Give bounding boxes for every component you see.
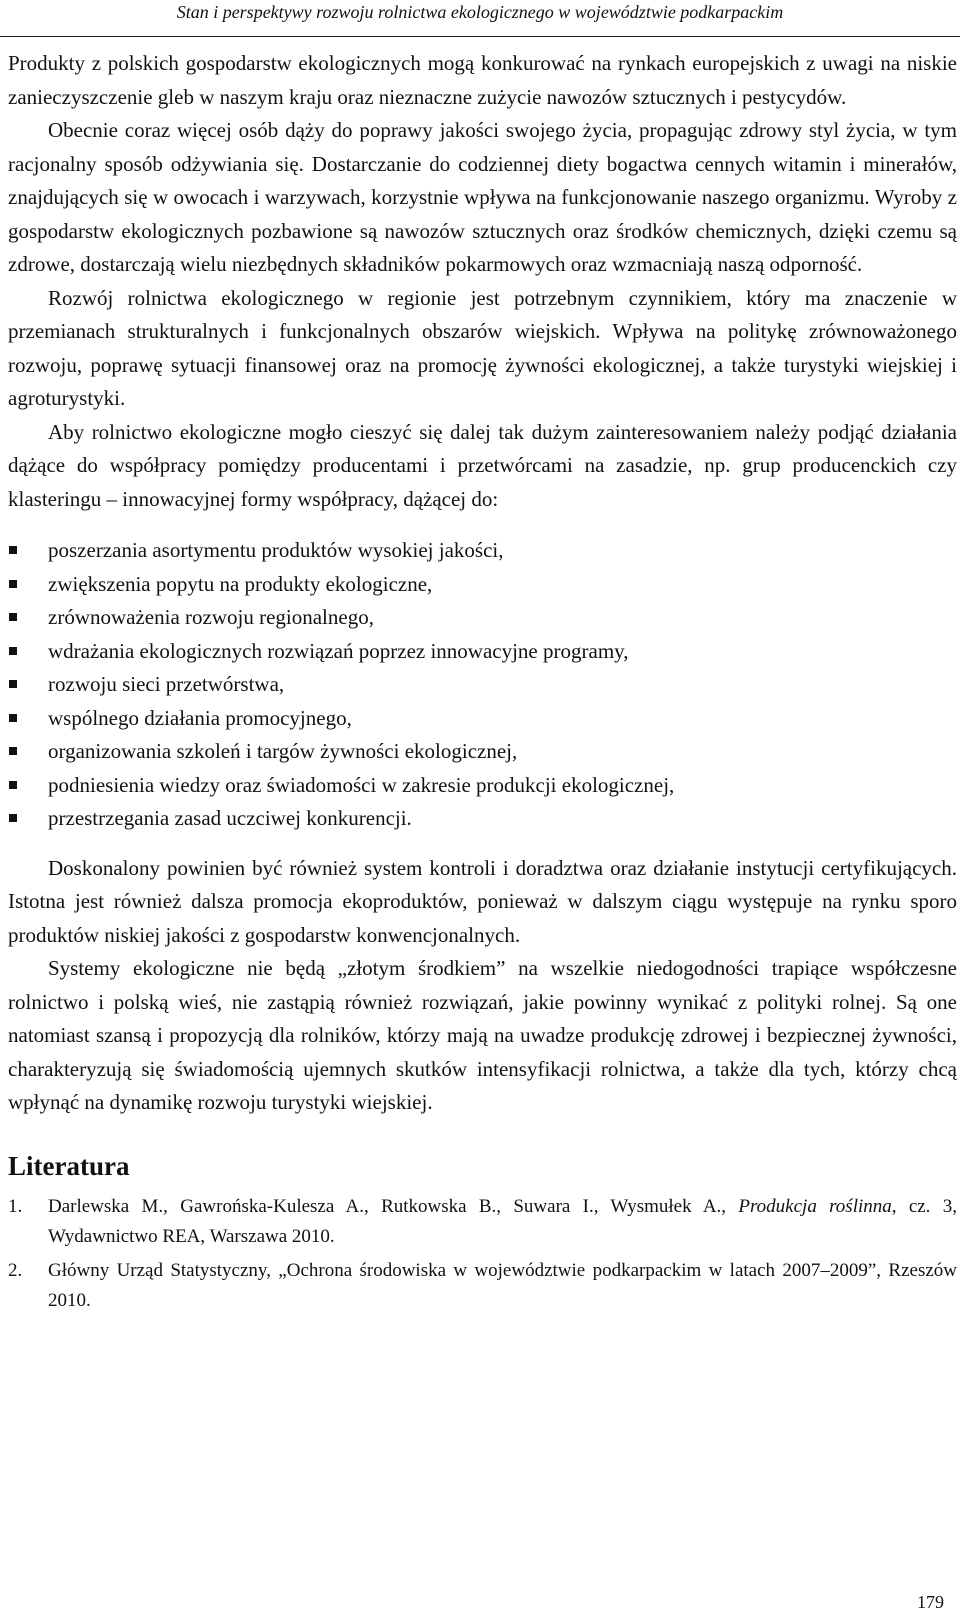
reference-title: Produkcja roślinna: [738, 1195, 892, 1217]
reference-details: , cz. 3, Wydawnictwo REA, Warszawa 2010.: [48, 1195, 957, 1247]
square-bullet-icon: [9, 747, 17, 755]
list-item: organizowania szkoleń i targów żywności ekologicznej,: [8, 735, 957, 769]
square-bullet-icon: [9, 546, 17, 554]
reference-item: [8, 1256, 957, 1316]
paragraph-3: Rozwój rolnictwa ekologicznego w regionie jest potrzebnym czynnikiem, który ma znaczenie w przemianach strukturalnych i funkcjonalnych obszarów wiejskich. Wpływa na politykę zrównoważonego rozwoju, poprawę sytuacji finansowej oraz na promocję żywności ekologicznej, a także turystyki wiejskiej i agroturystyki.: [8, 285, 957, 410]
paragraph-6: Systemy ekologiczne nie będą „złotym środkiem” na wszelkie niedogodności trapiące współczesne rolnictwo i polską wieś, nie zastąpią również rozwiązań, jakie powinny wynikać z polityki rolnej. Są one natomiast szansą i propozycją dla rolników, którzy mają na uwadze produkcję zdrowej i bezpiecznej żywności, charakteryzują się świadomością ujemnych skutków intensyfikacji rolnictwa, a także dla tych, którzy chcą wpłynąć na dynamikę rozwoju turystyki wiejskiej.: [8, 956, 957, 1114]
paragraph-1: Produkty z polskich gospodarstw ekologicznych mogą konkurować na rynkach europejskich z uwagi na niskie zanieczyszczenie gleb w naszym kraju oraz nieznaczne zużycie nawozów sztucznych i pestycydów.: [8, 51, 957, 109]
page-number: 179: [917, 1592, 944, 1612]
square-bullet-icon: [9, 613, 17, 621]
square-bullet-icon: [9, 781, 17, 789]
list-item: wspólnego działania promocyjnego,: [8, 702, 957, 736]
reference-number: 1.: [8, 1195, 23, 1217]
list-item: wdrażania ekologicznych rozwiązań poprzez innowacyjne programy,: [8, 635, 957, 669]
square-bullet-icon: [9, 580, 17, 588]
square-bullet-icon: [9, 647, 17, 655]
goals-list: [8, 534, 957, 836]
paragraph-4: Aby rolnictwo ekologiczne mogło cieszyć się dalej tak dużym zainteresowaniem należy podjąć działania dążące do współpracy pomiędzy producentami i przetwórcami na zasadzie, np. grup producenckich czy klasteringu – innowacyjnej formy współpracy, dążącej do:: [8, 419, 957, 511]
list-item: zrównoważenia rozwoju regionalnego,: [8, 601, 957, 635]
reference-authors: Darlewska M., Gawrońska-Kulesza A., Rutkowska B., Suwara I., Wysmułek A.,: [48, 1195, 727, 1217]
square-bullet-icon: [9, 680, 17, 688]
square-bullet-icon: [9, 814, 17, 822]
section-title-literature: Literatura: [8, 1150, 130, 1181]
list-item: zwiększenia popytu na produkty ekologiczne,: [8, 568, 957, 602]
paragraph-2: Obecnie coraz więcej osób dąży do poprawy jakości swojego życia, propagując zdrowy styl życia, w tym racjonalny sposób odżywiania się. Dostarczanie do codziennej diety bogactwa cennych witamin i minerałów, znajdujących się w owocach i warzywach, korzystnie wpływa na funkcjonowanie naszego organizmu. Wyroby z gospodarstw ekologicznych pozbawione są nawozów sztucznych oraz środków chemicznych, dzięki czemu są zdrowe, dostarczają wielu niezbędnych składników pokarmowych oraz wzmacniają naszą odporność.: [8, 118, 957, 276]
square-bullet-icon: [9, 714, 17, 722]
running-header: Stan i perspektywy rozwoju rolnictwa ekologicznego w województwie podkarpackim: [0, 0, 960, 37]
paragraph-5: Doskonalony powinien być również system kontroli i doradztwa oraz działanie instytucji certyfikujących. Istotna jest również dalsza promocja ekoproduktów, ponieważ w dalszym ciągu występuje na rynku sporo produktów niskiej jakości z gospodarstw konwencjonalnych.: [8, 855, 957, 947]
list-item: podniesienia wiedzy oraz świadomości w zakresie produkcji ekologicznej,: [8, 769, 957, 803]
reference-item: [8, 1192, 957, 1252]
references-list: [8, 1192, 957, 1316]
reference-number: 2.: [8, 1259, 23, 1281]
reference-text: Główny Urząd Statystyczny, „Ochrona środowiska w województwie podkarpackim w latach 2007–2009”, Rzeszów 2010.: [48, 1259, 957, 1311]
list-item: przestrzegania zasad uczciwej konkurencji.: [8, 802, 957, 836]
list-item: poszerzania asortymentu produktów wysokiej jakości,: [8, 534, 957, 568]
list-item: rozwoju sieci przetwórstwa,: [8, 668, 957, 702]
body-content: [8, 47, 957, 1320]
